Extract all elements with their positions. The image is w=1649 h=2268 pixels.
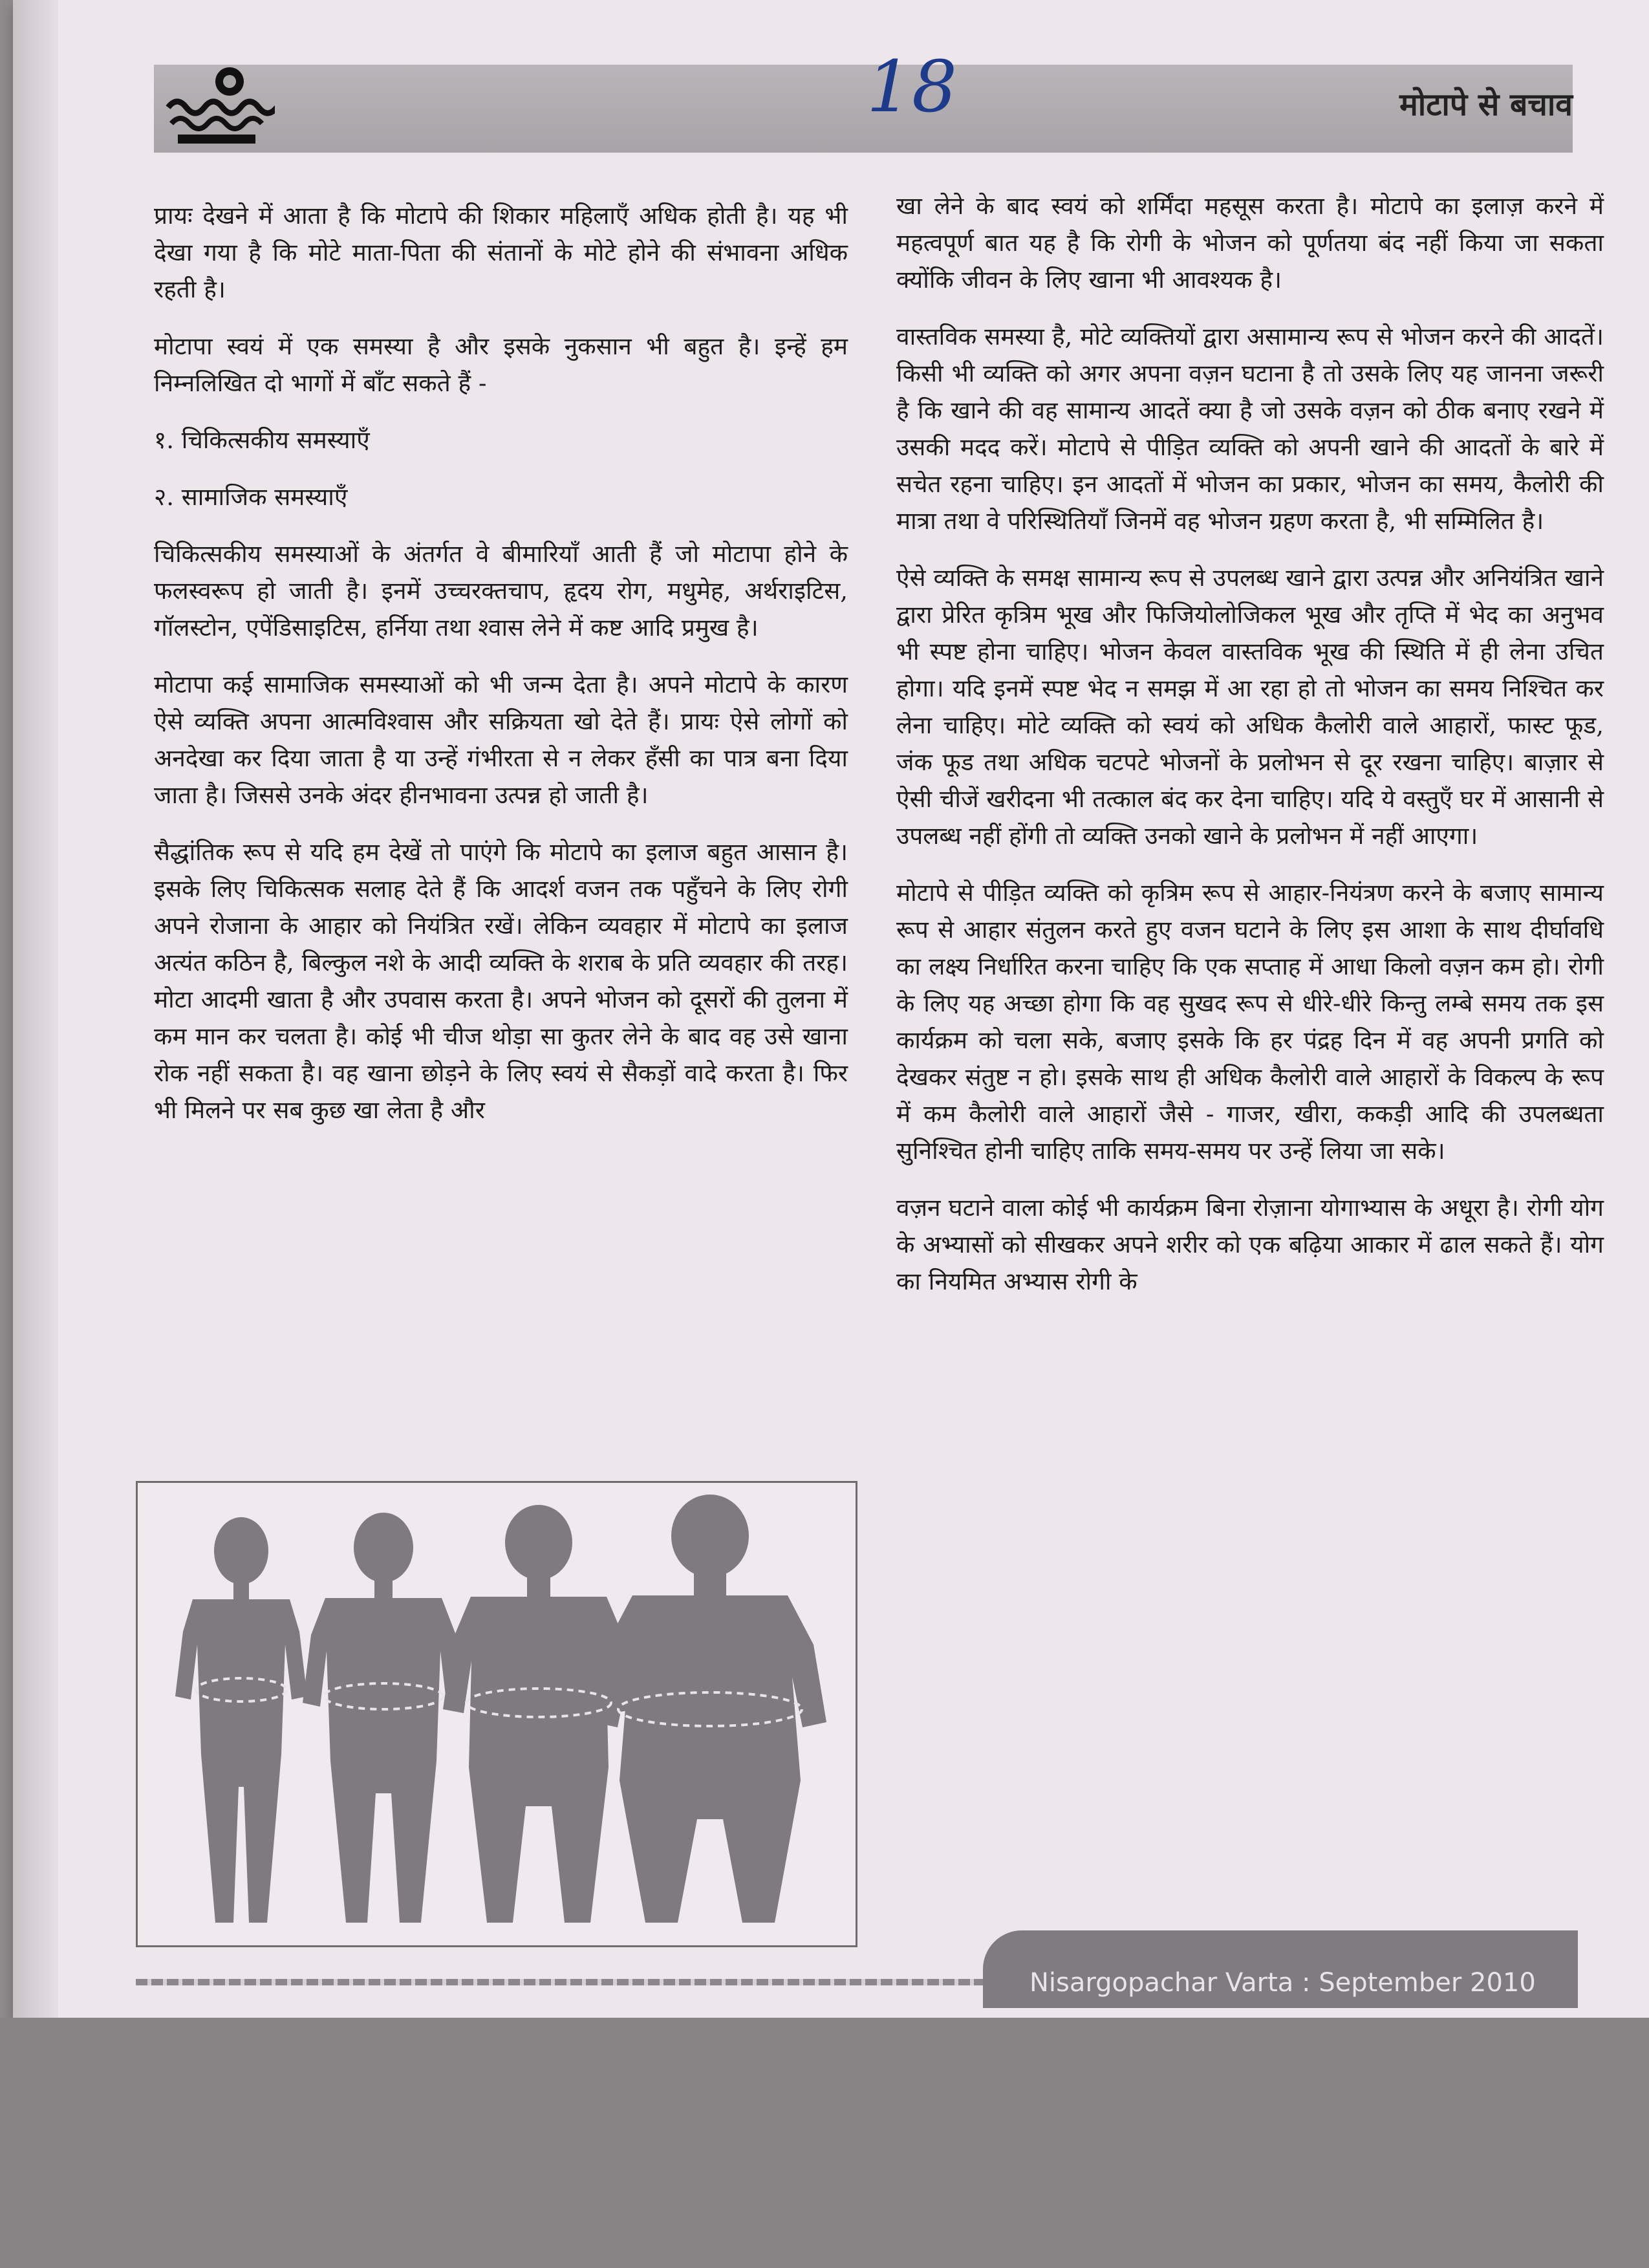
left-paragraph-5: सैद्धांतिक रूप से यदि हम देखें तो पाएंगे कि मोटापे का इलाज बहुत आसान है। इसके लिए चिकित्सक सलाह देते हैं कि आदर्श वजन तक पहुँचने के लिए रोगी अपने रोजाना के आहार को नियंत्रित रखें। लेकिन व्यवहार में मोटापे का इलाज अत्यंत कठिन है, बिल्कुल नशे के आदी व्यक्ति के शराब के प्रति व्यवहार की तरह। मोटा आदमी खाता है और उपवास करता है। अपने भोजन को दूसरों की तुलना में कम मान कर चलता है। कोई भी चीज थोड़ा सा कुतर लेने के बाद वह उसे खाना रोक नहीं सकता है। वह खाना छोड़ने के लिए स्वयं से सैकड़ों वादे करता है। फिर भी मिलने पर सब कुछ खा लेता है और xyxy=(154,838,848,1124)
sun-waves-logo-icon xyxy=(165,62,275,153)
left-paragraph-1: प्रायः देखने में आता है कि मोटापे की शिकार महिलाएँ अधिक होती है। यह भी देखा गया है कि मोटे माता-पिता की संतानों के मोटे होने की संभावना अधिक रहती है। xyxy=(154,202,848,303)
right-paragraph-5: वज़न घटाने वाला कोई भी कार्यक्रम बिना रोज़ाना योगाभ्यास के अधूरा है। रोगी योग के अभ्यासों को सीखकर अपने शरीर को एक बढ़िया आकार में ढाल सकते हैं। योग का नियमित अभ्यास रोगी के xyxy=(896,1194,1604,1295)
silhouette-2 xyxy=(303,1513,464,1923)
page-edge-shadow xyxy=(13,0,58,2018)
header-band xyxy=(154,65,1573,153)
left-paragraph-3: चिकित्सकीय समस्याओं के अंतर्गत वे बीमारियाँ आती हैं जो मोटापा होने के फलस्वरूप हो जाती है। इनमें उच्चरक्तचाप, हृदय रोग, मधुमेह, अर्थराइटिस, गॉलस्टोन, एपेंडिसाइटिस, हर्निया तथा श्वास लेने में कष्ट आदि प्रमुख है। xyxy=(154,540,848,642)
footer-magazine-name: Nisargopachar Varta : September 2010 xyxy=(1029,1968,1536,1998)
right-paragraph-2: वास्तविक समस्या है, मोटे व्यक्तियों द्वारा असामान्य रूप से भोजन करने की आदतें। किसी भी व्यक्ति को अगर अपना वज़न घटाना है तो उसके लिए यह जानना जरूरी है कि खाने की वह सामान्य आदतें क्या है जो उसके वज़न को ठीक बनाए रखने में उसकी मदद करें। मोटापे से पीड़ित व्यक्ति को अपनी खाने की आदतों के बारे में सचेत रहना चाहिए। इन आदतों में भोजन का प्रकार, भोजन का समय, कैलोरी की मात्रा तथा वे परिस्थितियाँ जिनमें वह भोजन ग्रहण करता है, भी सम्मिलित है। xyxy=(896,323,1604,535)
scanner-background xyxy=(0,2018,1649,2268)
left-column xyxy=(154,197,848,1149)
left-paragraph-2: मोटापा स्वयं में एक समस्या है और इसके नुकसान भी बहुत है। इन्हें हम निम्नलिखित दो भागों में बाँट सकते हैं - xyxy=(154,332,848,397)
left-paragraph-4: मोटापा कई सामाजिक समस्याओं को भी जन्म देता है। अपने मोटापे के कारण ऐसे व्यक्ति अपना आत्मविश्वास और सक्रियता खो देते हैं। प्रायः ऐसे लोगों को अनदेखा कर दिया जाता है या उन्हें गंभीरता से न लेकर हँसी का पात्र बना दिया जाता है। जिससे उनके अंदर हीनभावना उत्पन्न हो जाती है। xyxy=(154,671,848,809)
right-paragraph-1: खा लेने के बाद स्वयं को शर्मिंदा महसूस करता है। मोटापे का इलाज़ करने में महत्वपूर्ण बात यह है कि रोगी के भोजन को पूर्णतया बंद नहीं किया जा सकता क्योंकि जीवन के लिए खाना भी आवश्यक है। xyxy=(896,192,1604,294)
handwritten-page-number: 18 xyxy=(867,45,957,128)
right-paragraph-3: ऐसे व्यक्ति के समक्ष सामान्य रूप से उपलब्ध खाने द्वारा उत्पन्न और अनियंत्रित खाने द्वारा प्रेरित कृत्रिम भूख और फिजियोलोजिकल भूख और तृप्ति में भेद का अनुभव भी स्पष्ट होना चाहिए। भोजन केवल वास्तविक भूख की स्थिति में ही लेना उचित होगा। यदि इनमें स्पष्ट भेद न समझ में आ रहा हो तो भोजन का समय निश्चित कर लेना चाहिए। मोटे व्यक्ति को स्वयं को अधिक कैलोरी वाले आहारों, फास्ट फूड, जंक फूड तथा अधिक चटपटे भोजनों के प्रलोभन से दूर रखना चाहिए। बाज़ार से ऐसी चीजें खरीदना भी तत्काल बंद कर देना चाहिए। यदि ये वस्तुएँ घर में आसानी से उपलब्ध नहीं होंगी तो व्यक्ति उनको खाने के प्रलोभन में नहीं आएगा। xyxy=(896,564,1604,850)
list-item-medical: १. चिकित्सकीय समस्याएँ xyxy=(154,426,370,454)
right-column xyxy=(896,188,1604,1320)
list-item-social: २. सामाजिक समस्याएँ xyxy=(154,483,348,511)
section-title-text: मोटापे से बचाव xyxy=(1399,87,1573,123)
weight-gain-silhouettes-illustration xyxy=(136,1481,857,1947)
silhouette-4 xyxy=(594,1495,826,1923)
silhouette-1 xyxy=(175,1517,307,1923)
right-paragraph-4: मोटापे से पीड़ित व्यक्ति को कृत्रिम रूप से आहार-नियंत्रण करने के बजाए सामान्य रूप से आहार संतुलन करते हुए वजन घटाने के लिए इस आशा के साथ दीर्घावधि का लक्ष्य निर्धारित करना चाहिए कि एक सप्ताह में आधा किलो वज़न कम हो। रोगी के लिए यह अच्छा होगा कि वह सुखद रूप से धीरे-धीरे किन्तु लम्बे समय तक इस कार्यक्रम को चला सके, बजाए इसके कि हर पंद्रह दिन में वह अपनी प्रगति को देखकर संतुष्ट न हो। इसके साथ ही अधिक कैलोरी वाले आहारों के विकल्प के रूप में कम कैलोरी वाले आहारों जैसे - गाजर, खीरा, ककड़ी आदि की उपलब्धता सुनिश्चित होनी चाहिए ताकि समय-समय पर उन्हें लिया जा सके। xyxy=(896,879,1604,1165)
